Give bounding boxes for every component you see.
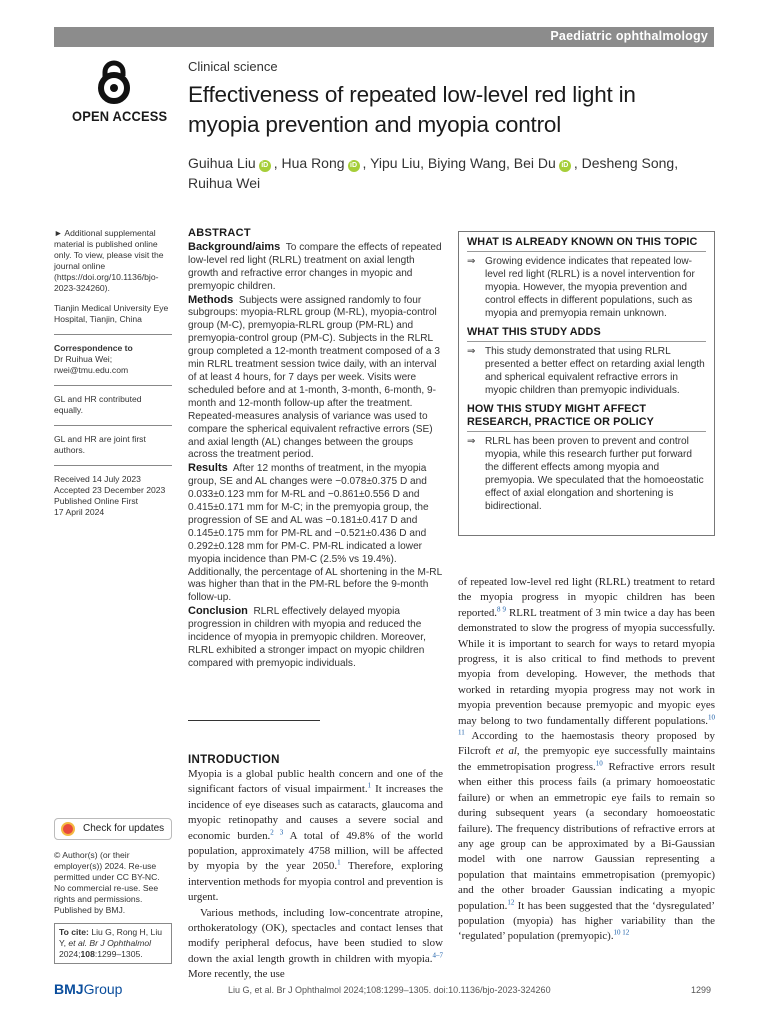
divider	[54, 465, 172, 466]
cite-year: 2024;	[59, 949, 81, 959]
abstract	[188, 227, 444, 671]
known-heading: WHAT IS ALREADY KNOWN ON THIS TOPIC	[467, 236, 706, 252]
page-number: 1299	[691, 985, 712, 995]
abstract-text: Subjects were assigned randomly to four subgroups: myopia-RLRL group (M-RL), myopia-control group (M-C), premyopia-RLRL group (PM-RL) and premyopia-control group (PM-C). Subjects in the RLRL group completed a 12-month treatment composed of a 3 min RLRL treatment session twice daily, with an interval of at least 4 hours, for 7 days per week. Visits were scheduled before and at 1-month, 3-month, 6-month, 9-month and 12-month follow-up after the treatment. Repeated-measures analysis of variance was used to compare the spherical equivalent refractive errors (SE) and axial length (AL) changes between the groups across the treatment period.	[188, 294, 440, 461]
adds-item	[467, 345, 706, 397]
author[interactable]: Ruihua Wei	[188, 175, 261, 191]
check-updates-label: Check for updates	[83, 823, 165, 834]
cite-volume: 108	[80, 949, 95, 959]
known-text: Growing evidence indicates that repeated low-level red light (RLRL) is a novel intervention for myopia. However, the myopia prevention and control effects in different populations, such as myopia and premyopia remain unknown.	[485, 256, 695, 319]
cite-journal: et al. Br J Ophthalmol	[68, 938, 152, 948]
abstract-text: To compare the effects of repeated low-level red light (RLRL) treatment on axial length growth and refractive error changes in myopic and premyopic children.	[188, 241, 442, 292]
text: More recently, the use	[188, 968, 285, 981]
license-note: © Author(s) (or their employer(s)) 2024. Re-use permitted under CC BY-NC. No commercial re-use. See rights and permissions. Published by BMJ.	[54, 850, 160, 915]
arrow-icon: ⇒	[467, 346, 476, 357]
received-date: Received 14 July 2023	[54, 474, 141, 484]
introduction-body	[188, 767, 443, 983]
abstract-text: RLRL effectively delayed myopia progression in children with myopia and reduced the incidence of myopia in premyopic children. Moreover, RLRL exhibited a stronger impact on myopic children compared with premyopic individuals.	[188, 606, 426, 669]
key-messages-box	[458, 231, 715, 536]
reference-link[interactable]: 1	[337, 858, 341, 867]
open-access-icon	[92, 60, 136, 104]
known-item	[467, 255, 706, 320]
paragraph	[188, 906, 443, 983]
abstract-label: Background/aims	[188, 240, 281, 253]
abstract-text: After 12 months of treatment, in the myopia group, SE and AL changes were −0.078±0.375 D and 0.033±0.123 mm for M-RL and −0.861±0.556 D and 0.415±0.171 mm for M-C; in the premyopia group, the progression of SE and AL was −0.181±0.417 D and 0.145±0.175 mm for PM-RL and −0.521±0.436 D and 0.292±0.128 mm for PM-C. PM-RL indicated a lower myopia incidence than PM-C (2.5% vs 19.4%). Additionally, the percentage of AL shortening in the M-RL was higher than that in the PM-RL before the 9-month follow-up.	[188, 463, 442, 604]
abstract-label: Results	[188, 462, 228, 475]
reference-link[interactable]: 1	[367, 781, 372, 790]
published-label: Published Online First	[54, 496, 139, 506]
citation-box	[54, 923, 172, 964]
text: Refractive errors result when either this process fails (a primary homoeostatic failure) or when an emmetropic eye fails to remain so during subsequent years (a secondary homoeostatic failure). The frequency distributions of refractive errors at any age group can be approximated by a Bi-Gaussian model with one narrow Gaussian representing a population that maintains emmetropisation (premyopic) and the other broader Gaussian indicating a myopic population.	[458, 760, 715, 912]
abstract-label: Conclusion	[188, 605, 248, 618]
author[interactable]: Yipu Liu, Biying Wang, Bei Du	[370, 155, 556, 171]
reference-link[interactable]: 10	[595, 759, 603, 768]
paragraph	[188, 767, 443, 906]
orcid-icon[interactable]: iD	[559, 160, 571, 172]
logo-text: Group	[83, 981, 123, 997]
introduction-continued	[458, 575, 715, 945]
reference-link[interactable]: 4–7	[432, 951, 443, 960]
reference-link[interactable]: 12	[507, 897, 515, 906]
cite-authors: Liu G, Rong H, Liu Y,	[59, 927, 163, 948]
affect-item	[467, 435, 706, 513]
affect-text: RLRL has been proven to prevent and control myopia, while this research further put forward the different effects among myopia and premyopia. We speculated that the homoeostatic effect of axial elongation and shortening is bidirectional.	[485, 436, 704, 512]
contribution-note: GL and HR contributed equally.	[54, 394, 142, 415]
author-list: Guihua Liu iD , Hua Rong iD , Yipu Liu, Biying Wang, Bei Du iD , Desheng Song, Ruihua Wei	[188, 155, 679, 191]
accepted-date: Accepted 23 December 2023	[54, 485, 166, 495]
published-date: 17 April 2024	[54, 507, 105, 517]
journal-section: Paediatric ophthalmology	[550, 29, 708, 43]
reference-link[interactable]: 8 9	[497, 605, 507, 614]
footer-citation: Liu G, et al. Br J Ophthalmol 2024;108:1299–1305. doi:10.1136/bjo-2023-324260	[228, 985, 551, 995]
author[interactable]: Desheng Song,	[581, 155, 679, 171]
check-updates-button[interactable]	[54, 818, 172, 840]
abstract-conclusion	[188, 605, 444, 671]
introduction-heading: INTRODUCTION	[188, 754, 280, 766]
text: , the premyopic eye successfully maintains the emmetropisation progress.	[458, 745, 715, 773]
logo-text: BMJ	[54, 981, 84, 997]
cite-label: To cite:	[59, 927, 89, 937]
supplemental-note[interactable]: ► Additional supplemental material is published online only. To view, please visit the journal online (https://doi.org/10.1136/bjo-2023-324260).	[54, 228, 164, 293]
divider	[54, 425, 172, 426]
abstract-methods	[188, 294, 444, 463]
abstract-background	[188, 241, 444, 294]
correspondence-email[interactable]: rwei@tmu.edu.com	[54, 365, 129, 375]
adds-text: This study demonstrated that using RLRL presented a better effect on retarding axial length and spherical equivalent refractive errors in myopic children than premyopic individuals.	[485, 346, 705, 396]
joint-first-note: GL and HR are joint first authors.	[54, 434, 146, 455]
reference-link[interactable]: 2 3	[270, 828, 284, 836]
text: It has been suggested that the ‘dysregulated’ population (myopia) has higher variability than the ‘regulated’ population (premyopic).	[458, 899, 715, 943]
arrow-icon: ⇒	[467, 436, 476, 447]
text: RLRL treatment of 3 min twice a day has been demonstrated to slow the progress of myopia successfully. While it is important to search for ways to retard myopia progress, it is also critical to find methods to prevent myopia from developing. However, the methods that worked in retarding myopia progress may not work in myopia prevention because premyopic and myopic eyes may belong to two fundamentally different populations.	[458, 606, 715, 727]
text: Various methods, including low-concentrate atropine, orthokeratology (OK), spectacles and contact lenses that modify peripheral defocus, have been studied to slow down the axial length growth in children with myopia.	[188, 906, 443, 965]
text: Therefore, exploring intervention methods for myopia control and prevention is urgent.	[188, 860, 443, 904]
correspondence-label: Correspondence to	[54, 343, 133, 353]
author[interactable]: Hua Rong	[281, 155, 345, 171]
crossmark-icon	[61, 822, 75, 836]
article-title: Effectiveness of repeated low-level red light in myopia prevention and myopia control	[188, 82, 636, 137]
cite-pages: :1299–1305.	[94, 949, 143, 959]
text: et al	[495, 745, 517, 758]
abstract-results	[188, 462, 444, 605]
reference-link[interactable]: 10 11	[458, 713, 715, 737]
author[interactable]: Guihua Liu	[188, 155, 256, 171]
correspondence-name: Dr Ruihua Wei;	[54, 354, 113, 364]
text: A total of 49.8% of the world population, approximately 4758 million, will be affected by myopia by the year 2050.	[188, 829, 443, 873]
abstract-heading: ABSTRACT	[188, 227, 251, 239]
divider	[54, 334, 172, 335]
text: Myopia is a global public health concern and one of the significant factors of visual impairment.	[188, 768, 443, 796]
arrow-icon: ⇒	[467, 256, 476, 267]
orcid-icon[interactable]: iD	[259, 160, 271, 172]
affect-heading: HOW THIS STUDY MIGHT AFFECT RESEARCH, PRACTICE OR POLICY	[467, 403, 706, 432]
article-sidebar	[54, 228, 172, 527]
bmj-group-logo[interactable]	[54, 981, 122, 997]
article-type: Clinical science	[188, 59, 278, 74]
text: According to the haemostasis theory proposed by Filcroft	[458, 730, 715, 758]
abstract-divider	[188, 720, 320, 721]
paragraph	[458, 575, 715, 945]
journal-section-bar	[54, 27, 714, 47]
affiliation: Tianjin Medical University Eye Hospital, Tianjin, China	[54, 303, 169, 324]
text: of repeated low-level red light (RLRL) treatment to retard the myopia progress in myopic children has been reported.	[458, 576, 715, 619]
text: It increases the incidence of eye diseases such as cataracts, glaucoma and myopic retinopathy and causes a severe social and economic burden.	[188, 783, 443, 842]
orcid-icon[interactable]: iD	[348, 160, 360, 172]
open-access-label: OPEN ACCESS	[72, 108, 168, 124]
divider	[54, 385, 172, 386]
reference-link[interactable]: 10 12	[613, 928, 630, 937]
abstract-label: Methods	[188, 293, 234, 306]
adds-heading: WHAT THIS STUDY ADDS	[467, 326, 706, 342]
